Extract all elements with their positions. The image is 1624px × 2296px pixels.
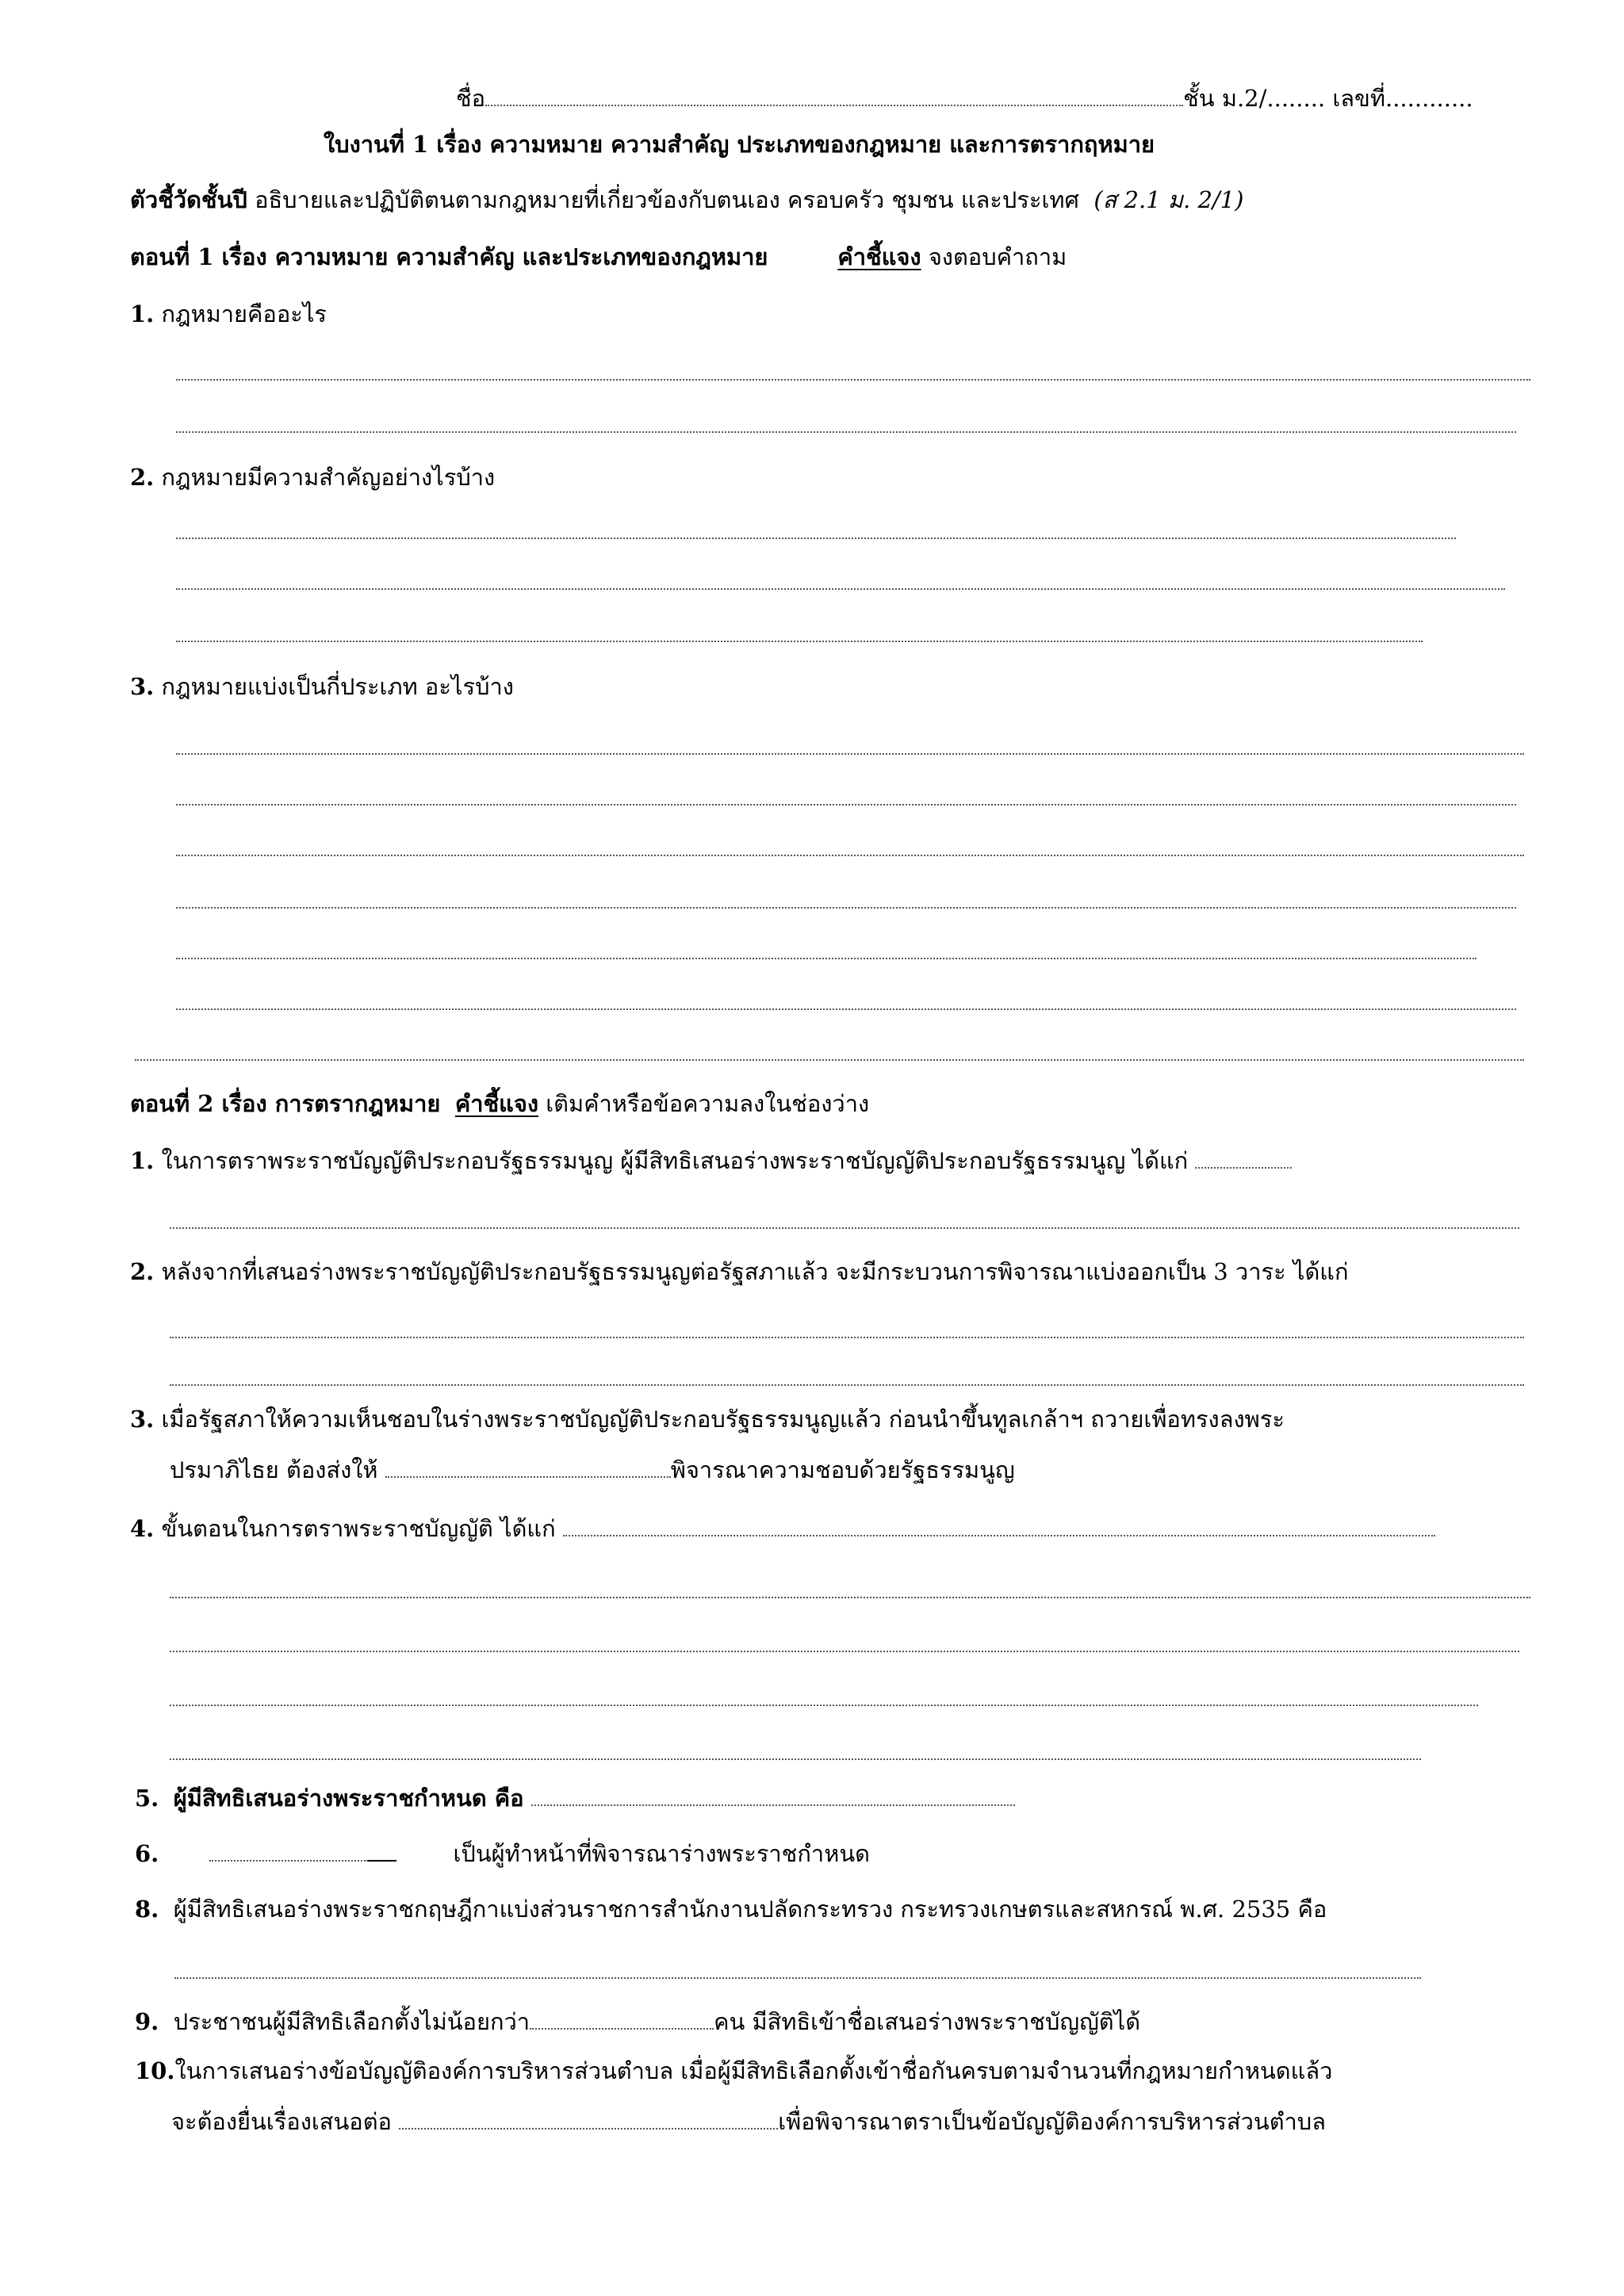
question-number: 8. [135, 1896, 159, 1923]
question-number: 6. [135, 1840, 159, 1867]
part2-question-4 [130, 1513, 1435, 1544]
question-number: 2. [130, 1258, 155, 1285]
question-text: เป็นผู้ทำหน้าที่พิจารณาร่างพระราชกำหนด [453, 1840, 870, 1867]
question-text: กฎหมายมีความสำคัญอย่างไรบ้าง [161, 464, 496, 491]
question-text: ในการตราพระราชบัญญัติประกอบรัฐธรรมนูญ ผู้มีสิทธิเสนอร่างพระราชบัญญัติประกอบรัฐธรรมนูญ ได้แก่ [161, 1147, 1189, 1174]
question-text: ปรมาภิไธย ต้องส่งให้ [170, 1456, 378, 1483]
part2-question-6 [135, 1838, 870, 1869]
answer-line[interactable] [170, 1758, 1421, 1760]
part2-question-10 [135, 2055, 1332, 2087]
part2-heading-row [130, 1088, 869, 1119]
part1-instruction-text: จงตอบคำถาม [928, 243, 1067, 270]
question-number: 5. [135, 1785, 159, 1812]
indicator-text: อธิบายและปฏิบัติตนตามกฎหมายที่เกี่ยวข้องกับตนเอง ครอบครัว ชุมชน และประเทศ [255, 186, 1079, 213]
question-text: ขั้นตอนในการตราพระราชบัญญัติ ได้แก่ [161, 1515, 556, 1542]
answer-field[interactable] [209, 1838, 368, 1862]
question-number: 1. [130, 1147, 155, 1174]
indicator-code: (ส 2.1 ม. 2/1) [1094, 186, 1244, 213]
part2-question-5 [135, 1782, 1015, 1814]
question-number: 3. [130, 673, 155, 700]
question-number: 4. [130, 1515, 155, 1542]
name-label: ชื่อ [456, 85, 486, 112]
question-number: 1. [130, 300, 155, 327]
answer-field[interactable] [563, 1513, 1435, 1536]
question-text: คน มีสิทธิเข้าชื่อเสนอร่างพระราชบัญญัติได้ [714, 2008, 1141, 2035]
part1-instruction-label: คำชี้แจง [837, 243, 921, 270]
part1-question-2 [130, 461, 495, 493]
question-text: ในการเสนอร่างข้อบัญญัติองค์การบริหารส่วนตำบล เมื่อผู้มีสิทธิเลือกตั้งเข้าชื่อกันครบตามจำนวนที่กฎหมายกำหนดแล้ว [174, 2057, 1333, 2084]
part2-question-3 [130, 1403, 1285, 1435]
number-label: เลขที่............ [1332, 85, 1473, 112]
part1-heading: ตอนที่ 1 เรื่อง ความหมาย ความสำคัญ และประเภทของกฎหมาย [130, 243, 768, 270]
part2-question-10-line2 [171, 2106, 1326, 2137]
answer-line[interactable] [170, 1337, 1524, 1338]
answer-line[interactable] [174, 1977, 1421, 1979]
answer-line[interactable] [176, 538, 1456, 539]
answer-line[interactable] [176, 753, 1524, 755]
question-text: ผู้มีสิทธิเสนอร่างพระราชกำหนด คือ [173, 1785, 524, 1812]
part1-question-1 [130, 298, 327, 330]
answer-line[interactable] [170, 1705, 1478, 1706]
answer-line[interactable] [176, 804, 1516, 806]
question-text: เพื่อพิจารณาตราเป็นข้อบัญญัติองค์การบริหารส่วนตำบล [778, 2108, 1326, 2135]
answer-line[interactable] [176, 588, 1505, 590]
name-row [456, 82, 1473, 114]
answer-line[interactable] [170, 1597, 1530, 1598]
answer-line[interactable] [176, 379, 1530, 381]
part2-question-9 [135, 2006, 1140, 2038]
indicator-row [130, 184, 1243, 216]
answer-line[interactable] [170, 1227, 1519, 1229]
answer-line[interactable] [176, 958, 1477, 959]
question-text: ประชาชนผู้มีสิทธิเลือกตั้งไม่น้อยกว่า [173, 2008, 530, 2035]
answer-line[interactable] [176, 1008, 1516, 1010]
question-text: กฎหมายแบ่งเป็นกี่ประเภท อะไรบ้าง [161, 673, 514, 700]
question-text: จะต้องยื่นเรื่องเสนอต่อ [171, 2108, 392, 2135]
question-text: กฎหมายคืออะไร [161, 300, 327, 327]
answer-line[interactable] [176, 431, 1516, 433]
answer-line[interactable] [176, 641, 1423, 642]
worksheet-title: ใบงานที่ 1 เรื่อง ความหมาย ความสำคัญ ประเภทของกฎหมาย และการตรากฤหมาย [324, 131, 1155, 158]
part2-instruction-label: คำชี้แจง [454, 1090, 539, 1117]
question-text: เมื่อรัฐสภาให้ความเห็นชอบในร่างพระราชบัญญัติประกอบรัฐธรรมนูญแล้ว ก่อนนำขึ้นทูลเกล้าฯ ถวายเพื่อทรงลงพระ [161, 1406, 1285, 1433]
part1-heading-row [130, 241, 1067, 273]
question-text: ผู้มีสิทธิเสนอร่างพระราชกฤษฎีกาแบ่งส่วนราชการสำนักงานปลัดกระทรวง กระทรวงเกษตรและสหกรณ์ พ.ศ. 2535 คือ [173, 1896, 1327, 1923]
class-label: ชั้น ม.2/........ [1183, 85, 1326, 112]
part2-question-1 [130, 1145, 1292, 1177]
question-text: หลังจากที่เสนอร่างพระราชบัญญัติประกอบรัฐธรรมนูญต่อรัฐสภาแล้ว จะมีกระบวนการพิจารณาแบ่งออกเป็น 3 วาระ ได้แก่ [161, 1258, 1349, 1285]
answer-line[interactable] [170, 1651, 1519, 1652]
answer-line[interactable] [135, 1059, 1524, 1061]
indicator-label: ตัวชี้วัดชั้นปี [130, 186, 247, 213]
part2-question-2 [130, 1256, 1349, 1288]
question-text: พิจารณาความชอบด้วยรัฐธรรมนูญ [670, 1456, 1015, 1483]
name-field[interactable] [485, 82, 1183, 106]
part2-instruction-text: เติมคำหรือข้อความลงในช่องว่าง [546, 1090, 870, 1117]
answer-field[interactable] [399, 2106, 778, 2130]
question-number: 3. [130, 1406, 155, 1433]
question-number: 2. [130, 464, 155, 491]
part2-heading: ตอนที่ 2 เรื่อง การตรากฎหมาย [130, 1090, 441, 1117]
answer-line[interactable] [176, 855, 1524, 856]
answer-field[interactable] [1195, 1145, 1292, 1169]
part1-question-3 [130, 671, 514, 702]
part2-question-3-line2 [170, 1454, 1015, 1486]
answer-line[interactable] [170, 1384, 1524, 1386]
answer-field[interactable] [531, 1782, 1015, 1806]
answer-field[interactable] [530, 2006, 714, 2030]
question-number: 9. [135, 2008, 159, 2035]
answer-line[interactable] [176, 907, 1516, 909]
answer-field[interactable] [385, 1454, 671, 1478]
part2-question-8 [135, 1893, 1327, 1925]
question-number: 10. [135, 2057, 175, 2084]
answer-underline [368, 1838, 396, 1862]
